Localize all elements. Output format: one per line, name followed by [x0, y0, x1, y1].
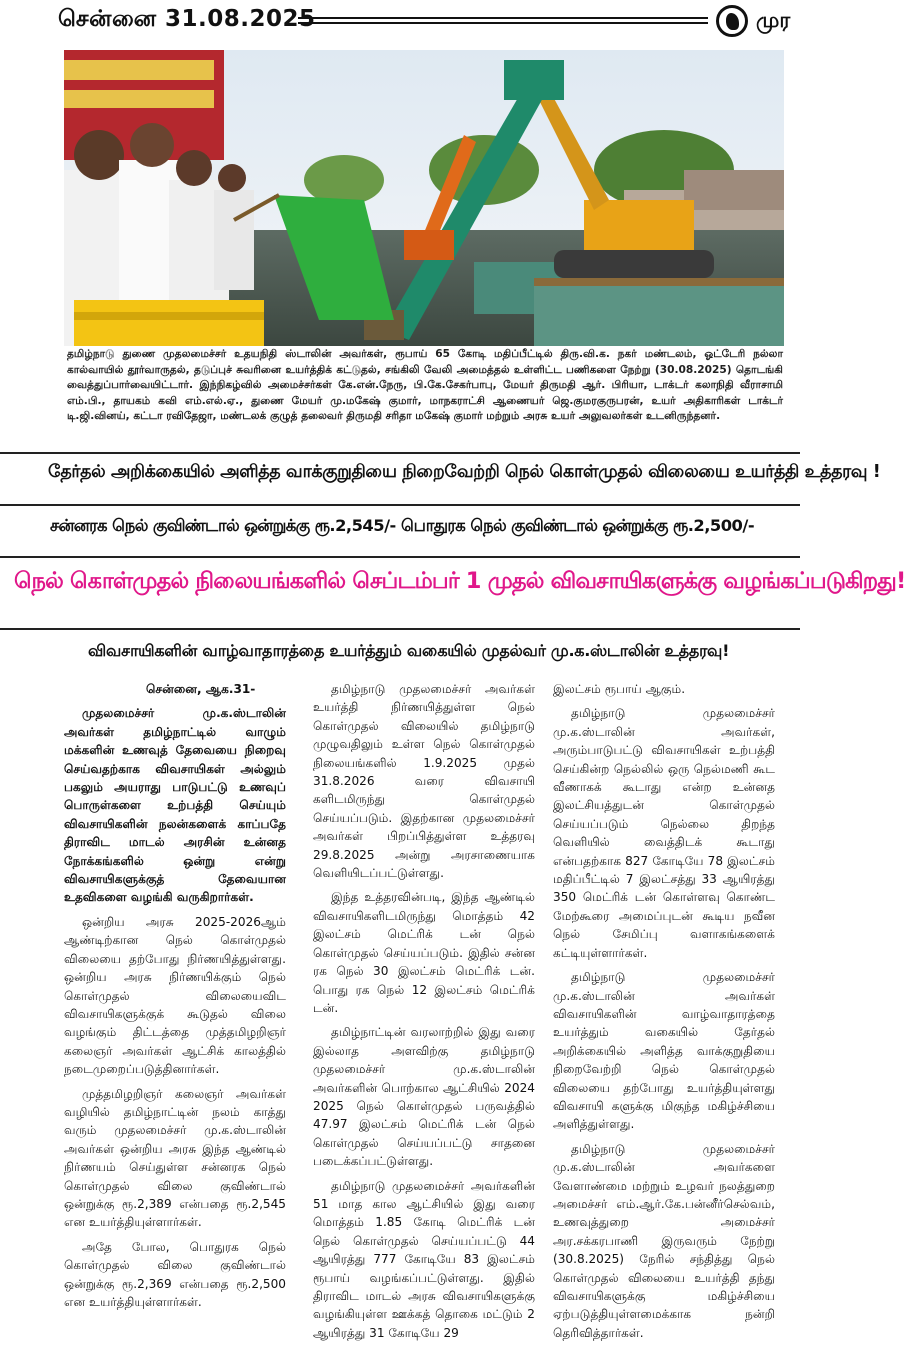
article-paragraph: இந்த உத்தரவின்படி, இந்த ஆண்டில் விவசாயிகளிடமிருந்து மொத்தம் 42 இலட்சம் மெட்ரிக் டன் நெல் கொள்முதல் செய்யப்படும். இதில் சன்ன ரக நெல் 30 இலட்சம் மெட்ரிக் டன். பொது ரக நெல் 12 இலட்சம் மெட்ரிக் டன்.: [313, 890, 535, 1015]
article-paragraph: ஒன்றிய அரசு 2025-2026ஆம் ஆண்டிற்கான நெல் கொள்முதல் விலையை தற்போது நிர்ணயித்துள்ளது. ஒன்றிய அரசு நிர்ணயிக்கும் நெல் கொள்முதல் விலையைவிட விவசாயிகளுக்குக் கூடுதல் விலை வழங்கும் திட்டத்தை முத்தமிழறிஞர் கலைஞர் அவர்கள் ஆட்சிக் காலத்தில் நடைமுறைப்படுத்தினார்கள்.: [64, 914, 286, 1077]
article-dateline: சென்னை, ஆக.31-: [146, 682, 256, 696]
masthead: [0, 0, 800, 44]
headline-divider: [0, 504, 800, 506]
article-paragraph: தமிழ்நாடு முதலமைச்சர் மு.க.ஸ்டாலின் அவர்களை வேளாண்மை மற்றும் உழவர் நலத்துறை அமைச்சர் எம்.ஆர்.கே.பன்னீர்செல்வம், உணவுத்துறை அமைச்சர் அர.சக்கரபாணி இருவரும் நேற்று (30.8.2025) நேரில் சந்தித்து நெல் கொள்முதல் விலையை உயர்த்தி தந்து விவசாயிகளுக்கு மகிழ்ச்சியை ஏற்படுத்தியுள்ளமைக்காக நன்றி தெரிவித்தார்கள்.: [553, 1141, 775, 1340]
bull-logo-icon: [716, 5, 748, 37]
newspaper-name: முர: [756, 8, 791, 32]
news-photo: [64, 50, 784, 346]
article-paragraph: தமிழ்நாடு முதலமைச்சர் மு.க.ஸ்டாலின் அவர்கள் விவசாயிகளின் வாழ்வாதாரத்தை உயர்த்தும் வகையில் தேர்தல் அறிக்கையில் அளித்த வாக்குறுதியை நிறைவேற்றி நெல் கொள்முதல் விலையை தற்போது உயர்த்தியுள்ளது விவசாயி களுக்கு மிகுந்த மகிழ்ச்சியை அளித்துள்ளது.: [553, 970, 775, 1132]
article-paragraph: தமிழ்நாடு முதலமைச்சர் மு.க.ஸ்டாலின் அவர்கள், அரும்பாடுபட்டு விவசாயிகள் உற்பத்தி செய்கின்ற நெல்லில் ஒரு நெல்மணி கூட வீணாகக் கூடாது என்ற உன்னத இலட்சியத்துடன் கொள்முதல் செய்யப்படும் நெல்லை திறந்த வெளியில் வைத்திடக் கூடாது என்பதற்காக 827 கோடியே 78 இலட்சம் மதிப்பீட்டில் 7 இலட்சத்து 33 ஆயிரத்து 350 மெட்ரிக் டன் கொள்ளவு கொண்ட மேற்கூரை அமைப்புடன் கூடிய நவீன நெல் சேமிப்பு வளாகங்களைக் கட்டியுள்ளார்கள்.: [553, 706, 775, 960]
headline-divider: [0, 556, 800, 558]
headline-divider: [0, 452, 800, 454]
photo-caption: தமிழ்நாடு துணை முதலமைச்சர் உதயநிதி ஸ்டாலின் அவர்கள், ரூபாய் 65 கோடி மதிப்பீட்டில் திரு.வி.க. நகர் மண்டலம், ஓட்டேரி நல்லா கால்வாயில் தூர்வாருதல், தடுப்புச் சுவரினை உயர்த்திக் கட்டுதல், சங்கிலி வேலி அமைத்தல் உள்ளிட்ட பணிகளை நேற்று (30.08.2025) தொடங்கி வைத்துப்பார்வையிட்டார். இந்நிகழ்வில் அமைச்சர்கள் கே.என்.நேரு, பி.கே.சேகர்பாபு, மேயர் திருமதி ஆர். பிரியா, டாக்டர் கலாநிதி வீராசாமி எம்.பி., தாயகம் கவி எம்.எல்.ஏ., துணை மேயர் மு.மகேஷ் குமார், மாநகராட்சி ஆணையர் ஜெ.குமரகுருபரன், உயர் அதிகாரிகள் டாக்டர் டி.ஜி.வினய், கட்டா ரவிதேஜா, மண்டலக் குழுத் தலைவர் திருமதி சரிதா மகேஷ் குமார் மற்றும் அரசு உயர் அலுவலர்கள் உடனிருந்தனர்.: [67, 348, 783, 422]
article-paragraph: அதே போல, பொதுரக நெல் கொள்முதல் விலை குவிண்டால் ஒன்றுக்கு ரூ.2,369 என்பதை ரூ.2,500 என உயர்த்தியுள்ளார்கள்.: [64, 1239, 286, 1309]
article-paragraph: முதலமைச்சர் மு.க.ஸ்டாலின் அவர்கள் தமிழ்நாட்டில் வாழும் மக்களின் உணவுத் தேவையை நிறைவு செய்வதற்காக விவசாயிகள் அல்லும் பகலும் அயராது பாடுபட்டு உணவுப் பொருள்களை உற்பத்தி செய்யும் விவசாயிகளின் நலன்களைக் காப்பதே திராவிட மாடல் அரசின் உன்னத நோக்கங்களில் ஒன்று என்று விவசாயிகளுக்குத் தேவையான உதவிகளை வழங்கி வருகிறார்கள்.: [64, 706, 286, 905]
article-column-3: [553, 680, 775, 1348]
headline-divider: [0, 628, 800, 630]
masthead-rule: [298, 17, 708, 24]
article-column-2: [313, 680, 535, 1348]
article-paragraph: இலட்சம் ரூபாய் ஆகும்.: [553, 682, 686, 696]
headline-election-promise: தேர்தல் அறிக்கையில் அளித்த வாக்குறுதியை நிறைவேற்றி நெல் கொள்முதல் விலையை உயர்த்தி உத்தரவு !: [48, 462, 881, 482]
article-paragraph: தமிழ்நாடு முதலமைச்சர் அவர்களின் 51 மாத கால ஆட்சியில் இது வரை மொத்தம் 1.85 கோடி மெட்ரிக் டன் நெல் கொள்முதல் செய்யப்பட்டு 44 ஆயிரத்து 777 கோடியே 83 இலட்சம் ரூபாய் வழங்கப்பட்டுள்ளது. இதில் திராவிட மாடல் அரசு விவசாயிகளுக்கு வழங்கியுள்ள ஊக்கத் தொகை மட்டும் 2 ஆயிரத்து 31 கோடியே 29: [313, 1178, 535, 1340]
article-column-1: [64, 680, 286, 1317]
article-paragraph: தமிழ்நாடு முதலமைச்சர் அவர்கள் உயர்த்தி நிர்ணயித்துள்ள நெல் கொள்முதல் விலையில் தமிழ்நாடு முழுவதிலும் உள்ள நெல் கொள்முதல் நிலையங்களில் 1.9.2025 முதல் 31.8.2026 வரை விவசாயி களிடமிருந்து கொள்முதல் செய்யப்படும். இதற்கான முதலமைச்சர் அவர்கள் பிறப்பித்துள்ள உத்தரவு 29.8.2025 அன்று அரசாணையாக வெளியிடப்பட்டுள்ளது.: [313, 682, 535, 881]
article-paragraph: முத்தமிழறிஞர் கலைஞர் அவர்கள் வழியில் தமிழ்நாட்டின் நலம் காத்து வரும் முதலமைச்சர் மு.க.ஸ்டாலின் அவர்கள் ஒன்றிய அரசு இந்த ஆண்டில் நிர்ணயம் செய்துள்ள சன்னரக நெல் கொள்முதல் விலை குவிண்டால் ஒன்றுக்கு ரூ.2,389 என்பதை ரூ.2,545 என உயர்த்தியுள்ளார்கள்.: [64, 1086, 286, 1230]
headline-paddy-prices: சன்னரக நெல் குவிண்டால் ஒன்றுக்கு ரூ.2,545/- பொதுரக நெல் குவிண்டால் ஒன்றுக்கு ரூ.2,500/-: [50, 516, 755, 535]
article-paragraph: தமிழ்நாட்டின் வரலாற்றில் இது வரை இல்லாத அளவிற்கு தமிழ்நாடு முதலமைச்சர் மு.க.ஸ்டாலின் அவர்களின் பொற்கால ஆட்சியில் 2024 2025 நெல் கொள்முதல் பருவத்தில் 47.97 இலட்சம் மெட்ரிக் டன் நெல் கொள்முதல் செய்யப்பட்டு சாதனை படைக்கப்பட்டுள்ளது.: [313, 1025, 535, 1169]
headline-main-pink: நெல் கொள்முதல் நிலையங்களில் செப்டம்பர் 1 முதல் விவசாயிகளுக்கு வழங்கப்படுகிறது!: [14, 568, 905, 594]
edition-dateline: சென்னை 31.08.2025: [58, 6, 316, 32]
headline-cm-order: விவசாயிகளின் வாழ்வாதாரத்தை உயர்த்தும் வகையில் முதல்வர் மு.க.ஸ்டாலின் உத்தரவு!: [88, 641, 730, 660]
